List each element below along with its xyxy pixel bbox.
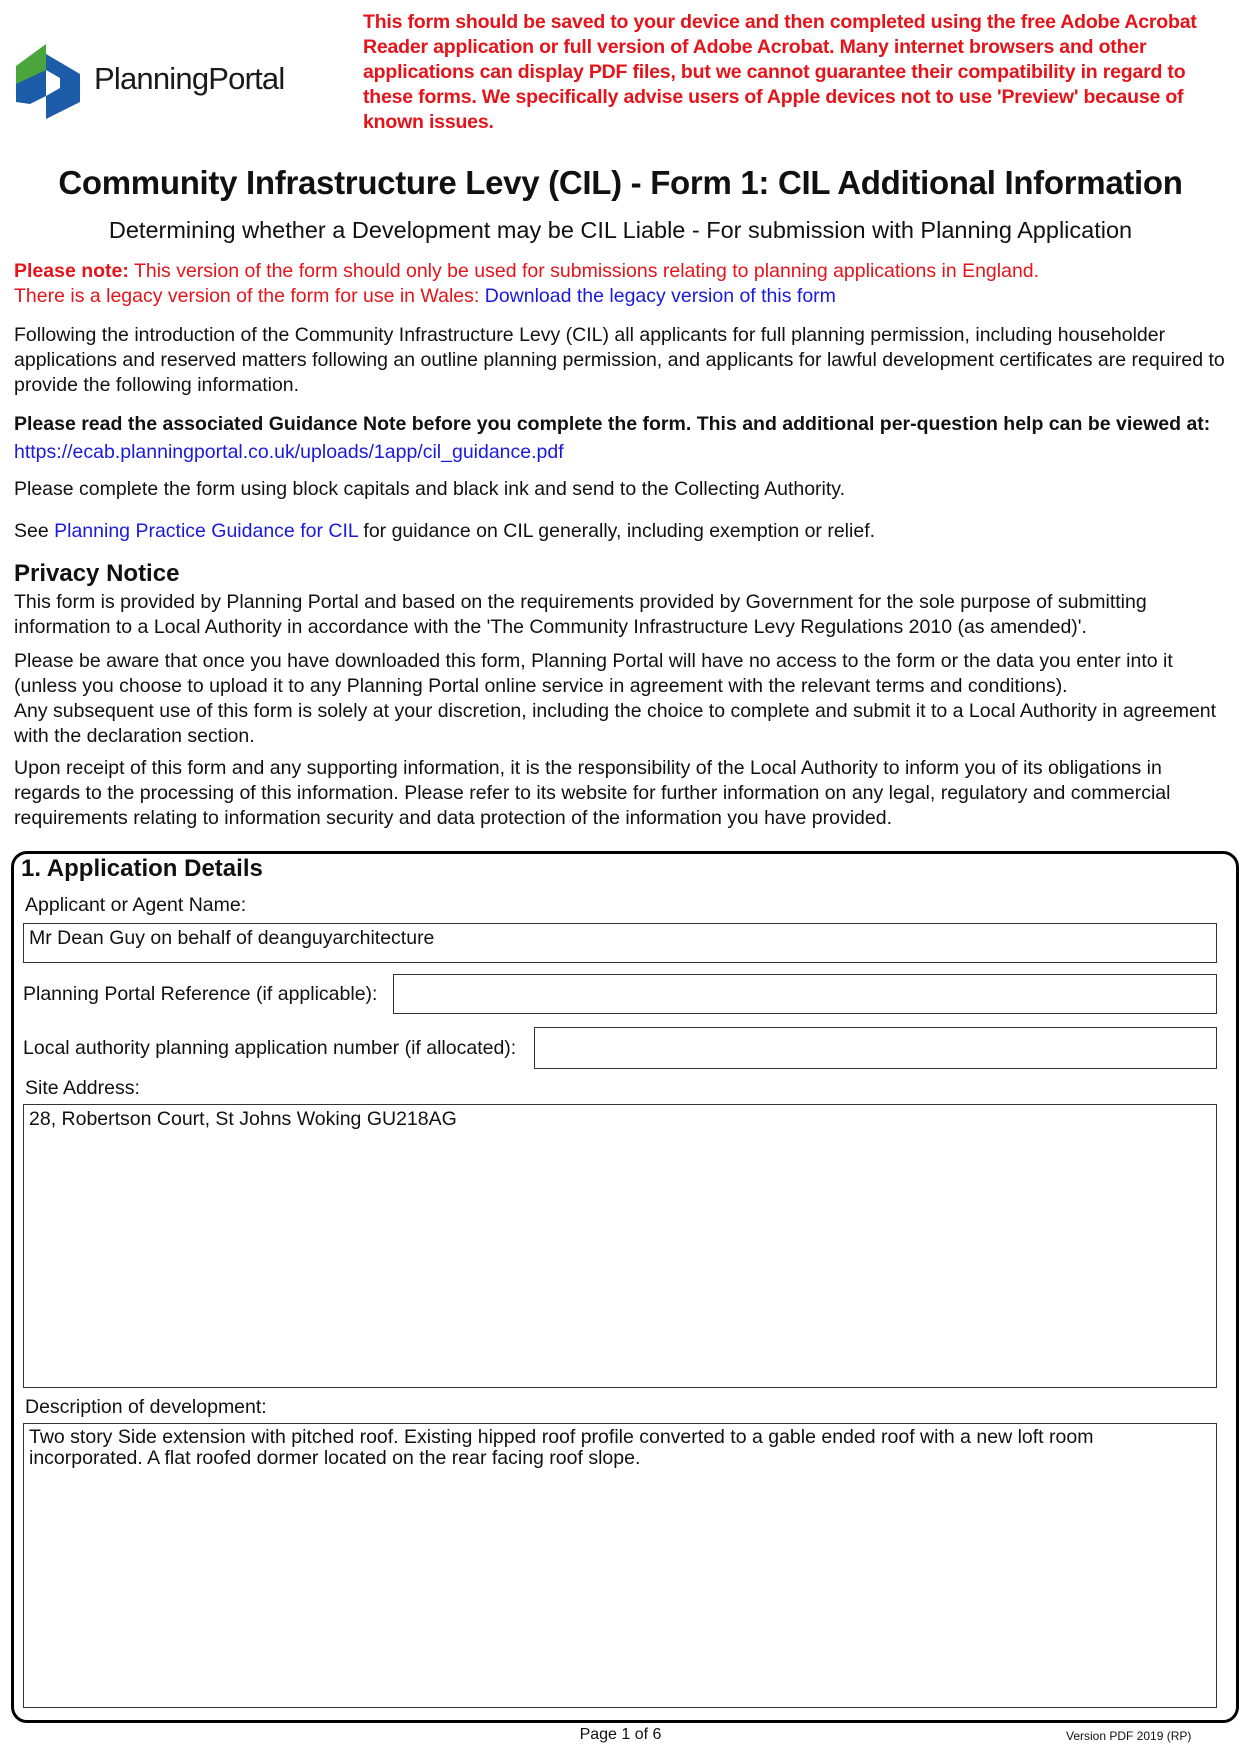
compatibility-notice: This form should be saved to your device and then completed using the free Adobe Acrobat Reader application or full version of Adobe Acrobat. Many internet browsers and other applications can display PDF files, but we cannot guarantee their compatibility in regard to these forms. We specifically advise users of Apple devices not to use 'Preview' because of known issues.: [363, 11, 1197, 133]
page-subtitle: Determining whether a Development may be CIL Liable - For submission with Planning Application: [108, 217, 1133, 243]
guidance-text: Please read the associated Guidance Note before you complete the form. This and additional per-question help can be viewed at:: [14, 413, 1211, 435]
version-label: Version PDF 2019 (RP): [1066, 1729, 1192, 1743]
intro-paragraph: Following the introduction of the Community Infrastructure Levy (CIL) all applicants for full planning permission, including householder applications and reserved matters following an outline planning permission, and applicants for lawful development certificates are required to provide the following information.: [14, 324, 1225, 396]
logo-text: PlanningPortal: [94, 61, 285, 96]
please-note-text: This version of the form should only be used for submissions relating to planning applications in England.: [128, 260, 1040, 282]
see-guidance: [14, 519, 1229, 544]
la-number-input[interactable]: [534, 1027, 1217, 1069]
page-title: Community Infrastructure Levy (CIL) - Form 1: CIL Additional Information: [58, 164, 1183, 201]
privacy-p2: Please be aware that once you have downloaded this form, Planning Portal will have no access to the form or the data you enter into it (unless you choose to upload it to any Planning Portal online service in agreement with the relevant terms and conditions).: [14, 650, 1173, 697]
la-number-label: Local authority planning application number (if allocated):: [23, 1037, 517, 1059]
description-label: Description of development:: [25, 1396, 267, 1418]
legacy-download-link[interactable]: Download the legacy version of this form: [484, 285, 836, 307]
section-heading: 1. Application Details: [21, 855, 263, 882]
site-address-input[interactable]: 28, Robertson Court, St Johns Woking GU218AG: [23, 1104, 1217, 1388]
please-note-label: Please note:: [14, 260, 129, 282]
pp-ref-input[interactable]: [393, 974, 1217, 1014]
description-input[interactable]: Two story Side extension with pitched roof. Existing hipped roof profile converted to a gable ended roof with a new loft room incorporated. A flat roofed dormer located on the rear facing roof slope.: [23, 1423, 1217, 1708]
privacy-heading: Privacy Notice: [14, 560, 180, 587]
guidance-link[interactable]: https://ecab.planningportal.co.uk/uploads/1app/cil_guidance.pdf: [14, 441, 564, 463]
guidance: [14, 412, 1229, 467]
applicant-label: Applicant or Agent Name:: [25, 894, 247, 916]
logo: [16, 44, 306, 119]
site-address-label: Site Address:: [25, 1077, 140, 1099]
legacy-text: There is a legacy version of the form for use in Wales:: [14, 285, 485, 307]
see-prefix: See: [14, 520, 55, 542]
pp-ref-label: Planning Portal Reference (if applicable):: [23, 983, 378, 1005]
please-note: [14, 259, 1229, 309]
privacy-p4: Upon receipt of this form and any supporting information, it is the responsibility of the Local Authority to inform you of its obligations in regards to the processing of this information. Please refer to its website for further information on any legal, regulatory and commercial requirements relating to information security and data protection of the information you have provided.: [14, 757, 1171, 829]
complete-instruction: Please complete the form using block capitals and black ink and send to the Collecting Authority.: [14, 478, 846, 500]
planning-portal-logo-icon: [16, 44, 82, 119]
applicant-name-input[interactable]: Mr Dean Guy on behalf of deanguyarchitecture: [23, 923, 1217, 963]
ppg-cil-link[interactable]: Planning Practice Guidance for CIL: [54, 520, 358, 542]
privacy-p3: Any subsequent use of this form is solely at your discretion, including the choice to complete and submit it to a Local Authority in agreement with the declaration section.: [14, 700, 1217, 747]
page-number: Page 1 of 6: [579, 1726, 662, 1743]
privacy-p1: This form is provided by Planning Portal and based on the requirements provided by Government for the sole purpose of submitting information to a Local Authority in accordance with the 'The Community Infrastructure Levy Regulations 2010 (as amended)'.: [14, 591, 1147, 638]
see-suffix: for guidance on CIL generally, including exemption or relief.: [357, 520, 876, 542]
